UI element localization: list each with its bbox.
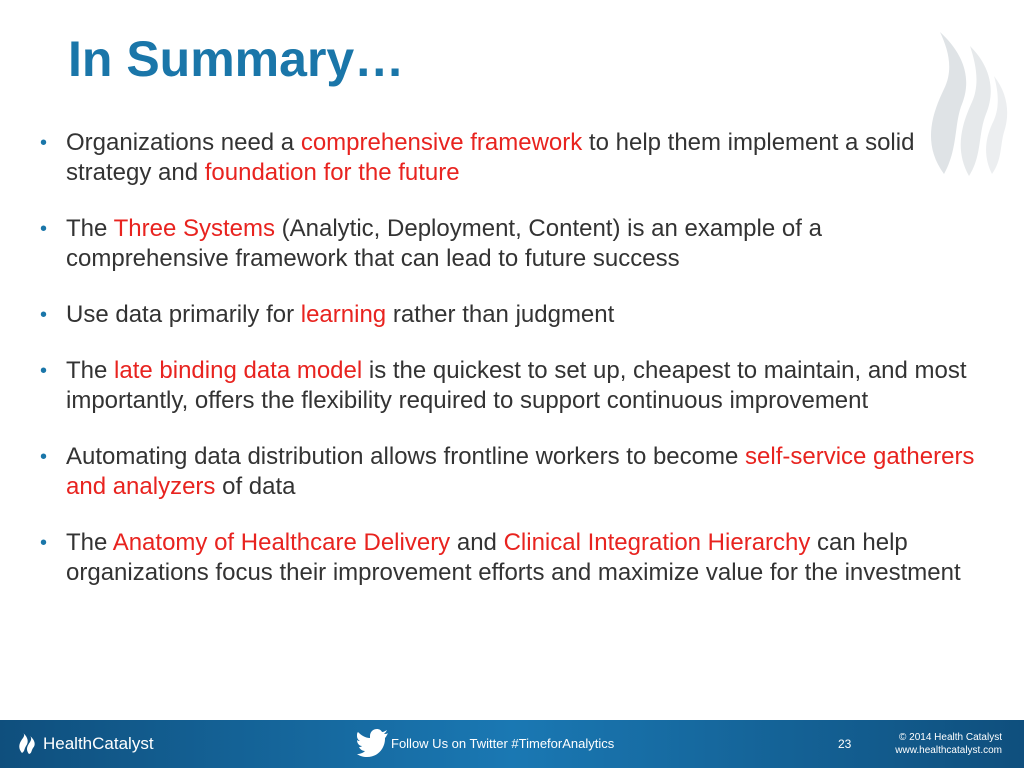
health-catalyst-logo-icon	[16, 733, 38, 755]
footer-bar	[0, 720, 1024, 768]
highlighted-phrase: comprehensive framework	[300, 129, 583, 156]
bullet-text: Use data primarily for	[66, 301, 301, 328]
highlighted-phrase: late binding data model	[114, 357, 363, 384]
bullet-text: and	[450, 529, 504, 556]
highlighted-phrase: self-service gatherers and analyzers	[66, 443, 975, 500]
bullet-text: The	[66, 357, 115, 384]
bullet-text: The	[66, 529, 113, 556]
copyright-text: © 2014 Health Catalyst	[899, 732, 1002, 743]
bullet-text: of data	[215, 473, 296, 500]
bullet-item	[40, 356, 990, 416]
bullet-item	[40, 528, 990, 588]
bullet-dot-icon: •	[40, 132, 48, 154]
bullet-dot-icon: •	[40, 218, 48, 240]
slide-title: In Summary…	[68, 31, 405, 87]
highlighted-phrase: foundation for the future	[204, 159, 460, 186]
bullet-dot-icon: •	[40, 360, 48, 382]
bullet-text: to help them implement a solid strategy and	[66, 129, 915, 186]
bullet-item	[40, 300, 990, 330]
bullet-dot-icon: •	[40, 304, 48, 326]
bullet-dot-icon: •	[40, 532, 48, 554]
bullet-item	[40, 214, 990, 274]
bullet-dot-icon: •	[40, 446, 48, 468]
bullet-item	[40, 128, 990, 188]
highlighted-phrase: Anatomy of Healthcare Delivery	[112, 529, 451, 556]
brand-name: HealthCatalyst	[43, 734, 154, 753]
bullet-text: rather than judgment	[386, 301, 615, 328]
brand-logo	[16, 733, 154, 755]
bullet-text: can help organizations focus their improvement efforts and maximize value for the investment	[66, 529, 961, 586]
page-number: 23	[838, 737, 852, 751]
highlighted-phrase: Three Systems	[113, 215, 275, 242]
bullet-text: The	[66, 215, 114, 242]
bullet-text: is the quickest to set up, cheapest to maintain, and most importantly, offers the flexibility required to support continuous improvement	[66, 357, 967, 414]
twitter-bird-icon	[357, 729, 389, 757]
bullet-text: (Analytic, Deployment, Content) is an example of a comprehensive framework that can lead to future success	[66, 215, 822, 272]
highlighted-phrase: Clinical Integration Hierarchy	[503, 529, 811, 556]
bullet-text: Automating data distribution allows frontline workers to become	[66, 443, 746, 470]
bullet-text: Organizations need a	[66, 129, 301, 156]
website-link[interactable]: www.healthcatalyst.com	[895, 745, 1002, 756]
bullet-item	[40, 442, 990, 502]
highlighted-phrase: learning	[300, 301, 387, 328]
copyright-block	[895, 731, 1002, 757]
twitter-follow-link[interactable]	[357, 729, 614, 757]
summary-bullet-list	[40, 128, 990, 614]
twitter-follow-text[interactable]: Follow Us on Twitter #TimeforAnalytics	[391, 735, 615, 751]
